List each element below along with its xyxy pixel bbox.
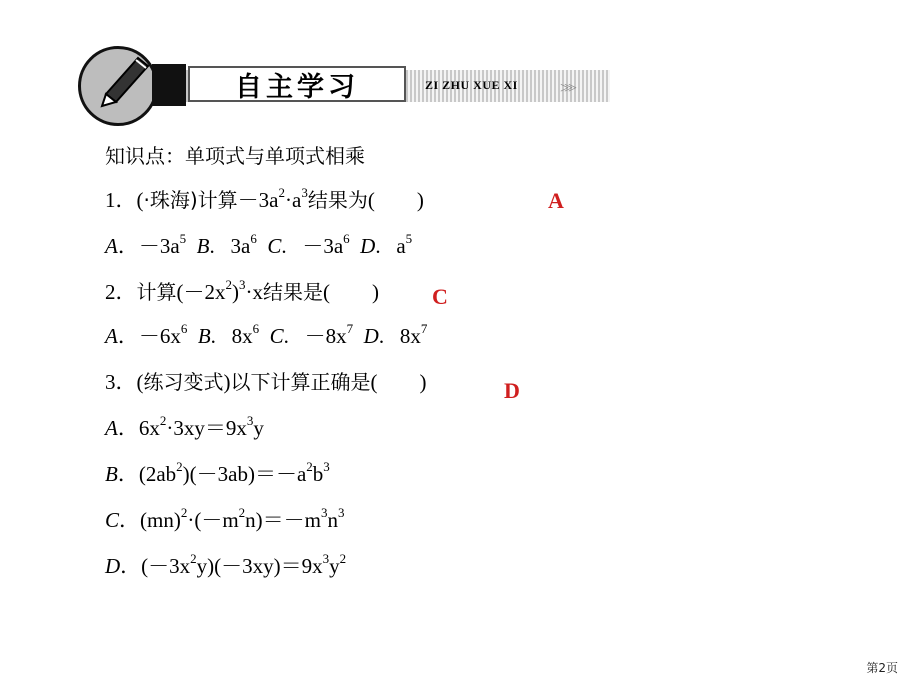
chevron-right-icon: >>> [560, 80, 573, 97]
question-3-option-c: C．$(mn)^2\cdot(-m^2n)=-m^3n^3$ [105, 505, 345, 532]
question-3-option-a: A．$6x^2\cdot 3xy=9x^3y$ [105, 413, 264, 440]
header-subtitle: ZI ZHU XUE XI [425, 78, 518, 92]
question-3-stem: 3．(练习变式)以下计算正确是( ) [105, 370, 427, 394]
section-header-banner [70, 40, 630, 110]
question-2-stem: 2．计算$(-2x^2)^3\cdot x$结果是( ) [105, 277, 379, 304]
header-title-box [188, 66, 406, 102]
question-1-answer: A [548, 188, 564, 213]
page-number: 第2页 [866, 661, 898, 675]
question-2-options: A．$-6x^6$ B. $8x^6$ C. $-8x^7$ D. $8x^7$ [105, 321, 428, 348]
header-dark-block [152, 64, 186, 106]
header-title: 自主学习 [235, 71, 359, 103]
question-3-option-b: B．$(2ab^2)(-3ab)=-a^2b^3$ [105, 459, 330, 486]
section-heading: 知识点：单项式与单项式相乘 [105, 144, 365, 168]
question-3-option-d: D．$(-3x^2y)(-3xy)=9x^3y^2$ [105, 551, 347, 578]
question-1-stem: 1．(·珠海)计算$-3a^2\cdot a^3$结果为( ) [105, 185, 424, 212]
question-2-answer: C [432, 284, 448, 309]
question-3-answer: D [504, 378, 520, 403]
question-1-options: A．$-3a^5$ B. $3a^6$ C. $-3a^6$ D. $a^5$ [105, 231, 413, 258]
